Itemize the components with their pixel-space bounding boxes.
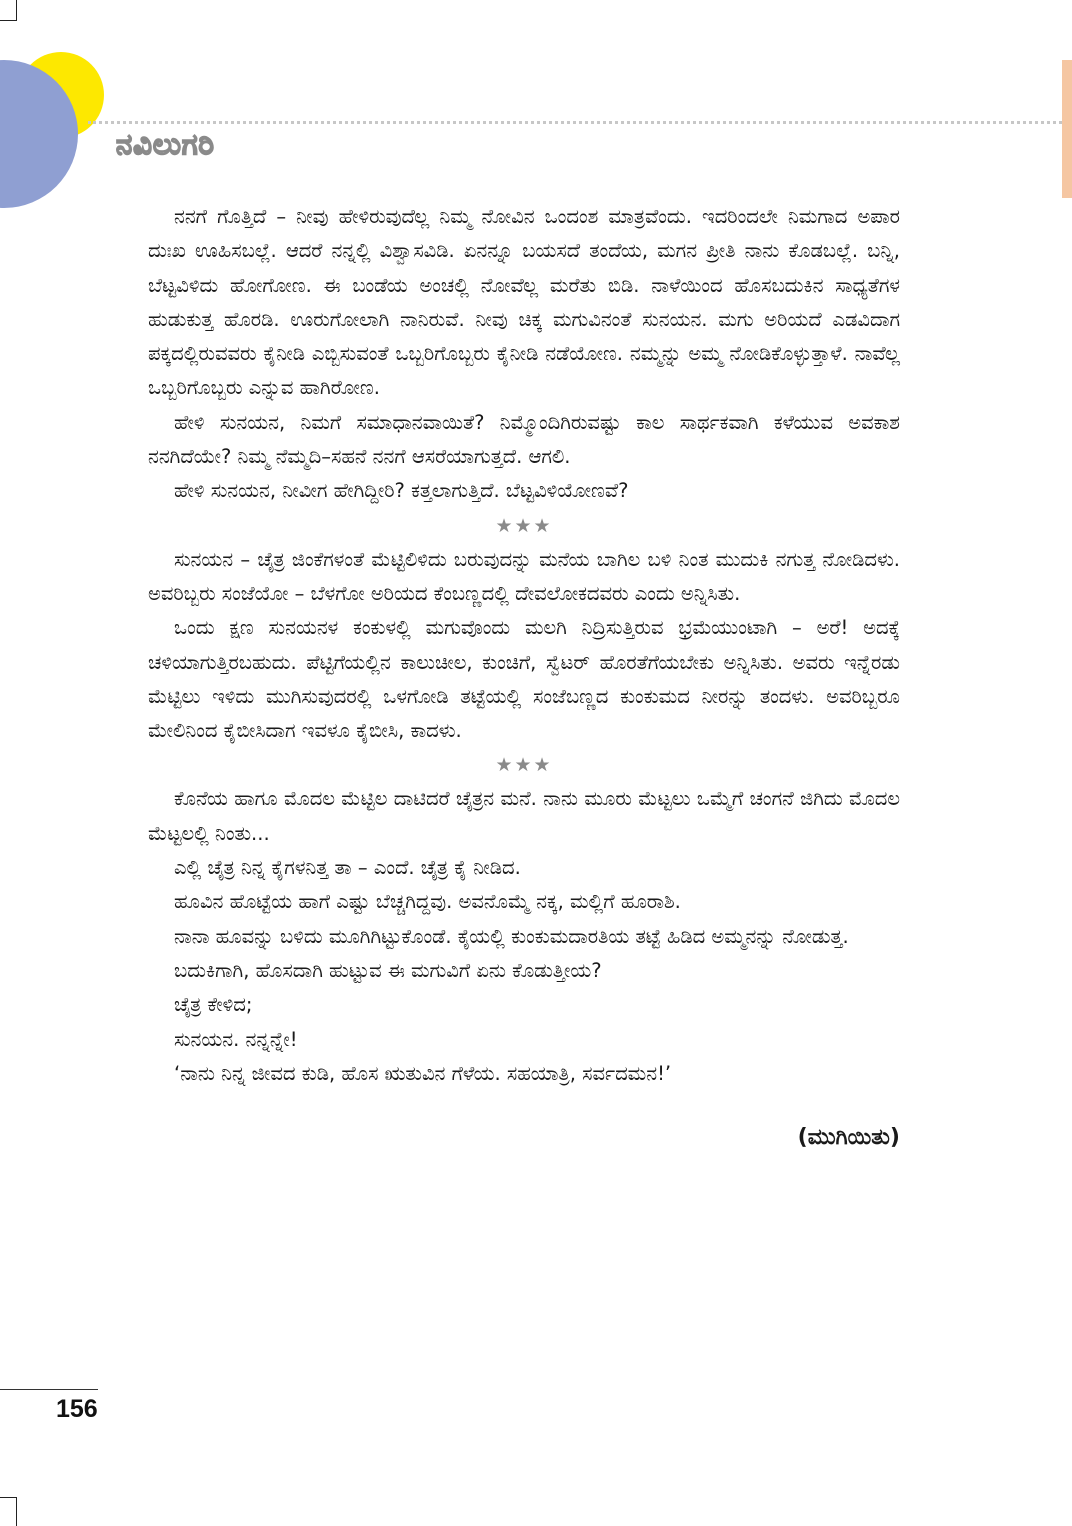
story-end-marker: (ಮುಗಿಯಿತು) — [797, 1125, 900, 1151]
crop-mark-bottom — [0, 1497, 17, 1526]
paragraph: ಚೈತ್ರ ಕೇಳಿದ; — [174, 993, 253, 1017]
page-number: 156 — [56, 1395, 98, 1423]
crop-mark-top — [0, 0, 17, 21]
paragraph: ‘ನಾನು ನಿನ್ನ ಜೀವದ ಕುಡಿ, ಹೊಸ ಋತುವಿನ ಗೆಳೆಯ. ಸಹಯಾತ್ರಿ, ಸರ್ವದಮನ!’ — [174, 1061, 672, 1085]
paragraph: ಸುನಯನ. ನನ್ನನ್ನೇ! — [174, 1027, 298, 1051]
paragraph: ನಾನಾ ಹೂವನ್ನು ಬಳಿದು ಮೂಗಿಗಿಟ್ಟುಕೊಂಡೆ. ಕೈಯಲ್ಲಿ ಕುಂಕುಮದಾರತಿಯ ತಟ್ಟೆ ಹಿಡಿದ ಅಮ್ಮನನ್ನು ನೋಡುತ್ತ. — [174, 924, 849, 948]
section-title: ನವಿಲುಗರಿ — [116, 127, 215, 161]
chapter-tab-marker — [1062, 60, 1072, 198]
paragraph: ಎಲ್ಲಿ ಚೈತ್ರ ನಿನ್ನ ಕೈಗಳನಿತ್ತ ತಾ – ಎಂದೆ. ಚೈತ್ರ ಕೈ ನೀಡಿದ. — [174, 856, 521, 880]
footer-rule — [0, 1389, 98, 1390]
section-separator: ★★★ — [495, 514, 553, 537]
paragraph: ಸುನಯನ – ಚೈತ್ರ ಜಿಂಕೆಗಳಂತೆ ಮೆಟ್ಟಿಲಿಳಿದು ಬರುವುದನ್ನು ಮನೆಯ ಬಾಗಿಲ ಬಳಿ ನಿಂತ ಮುದುಕಿ ನಗುತ್ತ ನೋಡಿದಳು. ಅವರಿಬ್ಬರು ಸಂಜೆಯೋ – ಬೆಳಗೋ ಅರಿಯದ ಕೆಂಬಣ್ಣದಲ್ಲಿ ದೇವಲೋಕದವರು ಎಂದು ಅನ್ನಿಸಿತು. — [148, 547, 900, 605]
paragraph: ಹೇಳಿ ಸುನಯನ, ನಿಮಗೆ ಸಮಾಧಾನವಾಯಿತೆ? ನಿಮ್ಮೊಂದಿಗಿರುವಷ್ಟು ಕಾಲ ಸಾರ್ಥಕವಾಗಿ ಕಳೆಯುವ ಅವಕಾಶ ನನಗಿದೆಯೇ? ನಿಮ್ಮ ನೆಮ್ಮದಿ–ಸಹನೆ ನನಗೆ ಆಸರೆಯಾಗುತ್ತದೆ. ಆಗಲಿ. — [148, 410, 900, 469]
section-separator: ★★★ — [495, 754, 553, 777]
paragraph: ಬದುಕಿಗಾಗಿ, ಹೊಸದಾಗಿ ಹುಟ್ಟುವ ಈ ಮಗುವಿಗೆ ಏನು ಕೊಡುತ್ತೀಯ? — [174, 958, 602, 982]
paragraph: ಕೊನೆಯ ಹಾಗೂ ಮೊದಲ ಮೆಟ್ಟಿಲ ದಾಟಿದರೆ ಚೈತ್ರನ ಮನೆ. ನಾನು ಮೂರು ಮೆಟ್ಟಲು ಒಮ್ಮೆಗೆ ಚಂಗನೆ ಜಿಗಿದು ಮೊದಲ ಮೆಟ್ಟಲಲ್ಲಿ ನಿಂತು... — [148, 787, 900, 845]
paragraph: ನನಗೆ ಗೊತ್ತಿದೆ – ನೀವು ಹೇಳಿರುವುದೆಲ್ಲ ನಿಮ್ಮ ನೋವಿನ ಒಂದಂಶ ಮಾತ್ರವೆಂದು. ಇದರಿಂದಲೇ ನಿಮಗಾದ ಅಪಾರ ದುಃಖ ಊಹಿಸಬಲ್ಲೆ. ಆದರೆ ನನ್ನಲ್ಲಿ ವಿಶ್ವಾಸವಿಡಿ. ಏನನ್ನೂ ಬಯಸದೆ ತಂದೆಯ, ಮಗನ ಪ್ರೀತಿ ನಾನು ಕೊಡಬಲ್ಲೆ. ಬನ್ನಿ, ಬೆಟ್ಟವಿಳಿದು ಹೋಗೋಣ. ಈ ಬಂಡೆಯ ಅಂಚಲ್ಲಿ ನೋವೆಲ್ಲ ಮರೆತು ಬಿಡಿ. ನಾಳೆಯಿಂದ ಹೊಸಬದುಕಿನ ಸಾಧ್ಯತೆಗಳ ಹುಡುಕುತ್ತ ಹೊರಡಿ. ಊರುಗೋಲಾಗಿ ನಾನಿರುವೆ. ನೀವು ಚಿಕ್ಕ ಮಗುವಿನಂತೆ ಸುನಯನ. ಮಗು ಅರಿಯದೆ ಎಡವಿದಾಗ ಪಕ್ಕದಲ್ಲಿರುವವರು ಕೈನೀಡಿ ಎಬ್ಬಿಸುವಂತೆ ಒಬ್ಬರಿಗೊಬ್ಬರು ಕೈನೀಡಿ ನಡೆಯೋಣ. ನಮ್ಮನ್ನು ಅಮ್ಮ ನೋಡಿಕೊಳ್ಳುತ್ತಾಳೆ. ನಾವೆಲ್ಲ ಒಬ್ಬರಿಗೊಬ್ಬರು ಎನ್ನುವ ಹಾಗಿರೋಣ. — [148, 205, 900, 400]
story-body — [148, 200, 900, 1155]
paragraph: ಹೂವಿನ ಹೊಟ್ಟೆಯ ಹಾಗೆ ಎಷ್ಟು ಬೆಚ್ಚಗಿದ್ದವು. ಅವನೊಮ್ಮೆ ನಕ್ಕ, ಮಲ್ಲಿಗೆ ಹೂರಾಶಿ. — [174, 890, 681, 914]
header-dotted-rule — [88, 121, 1062, 124]
paragraph: ಒಂದು ಕ್ಷಣ ಸುನಯನಳ ಕಂಕುಳಲ್ಲಿ ಮಗುವೊಂದು ಮಲಗಿ ನಿದ್ರಿಸುತ್ತಿರುವ ಭ್ರಮೆಯುಂಟಾಗಿ – ಅರೆ! ಅದಕ್ಕೆ ಚಳಿಯಾಗುತ್ತಿರಬಹುದು. ಪೆಟ್ಟಿಗೆಯಲ್ಲಿನ ಕಾಲುಚೀಲ, ಕುಂಚಿಗೆ, ಸ್ವೆಟರ್ ಹೊರತೆಗೆಯಬೇಕು ಅನ್ನಿಸಿತು. ಅವರು ಇನ್ನೆರಡು ಮೆಟ್ಟಿಲು ಇಳಿದು ಮುಗಿಸುವುದರಲ್ಲಿ ಒಳಗೋಡಿ ತಟ್ಟೆಯಲ್ಲಿ ಸಂಜೆಬಣ್ಣದ ಕುಂಕುಮದ ನೀರನ್ನು ತಂದಳು. ಅವರಿಬ್ಬರೂ ಮೇಲಿನಿಂದ ಕೈಬೀಸಿದಾಗ ಇವಳೂ ಕೈಬೀಸಿ, ಕಾದಳು. — [148, 616, 900, 743]
paragraph: ಹೇಳಿ ಸುನಯನ, ನೀವೀಗ ಹೇಗಿದ್ದೀರಿ? ಕತ್ತಲಾಗುತ್ತಿದೆ. ಬೆಟ್ಟವಿಳಿಯೋಣವೆ? — [174, 479, 629, 503]
